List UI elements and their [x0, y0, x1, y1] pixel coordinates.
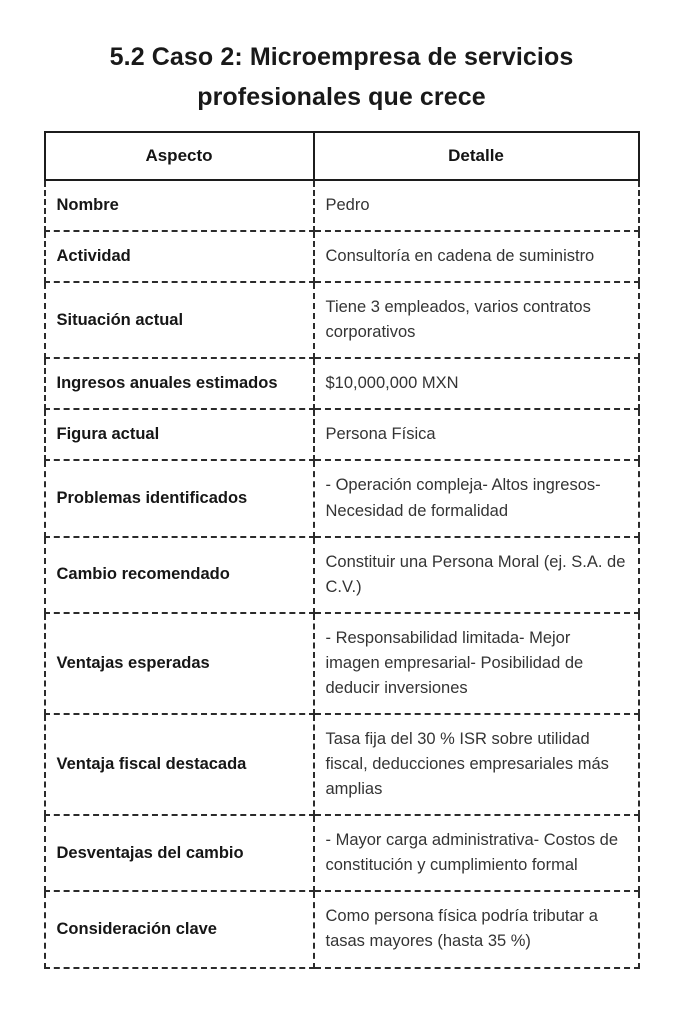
aspect-cell: Figura actual [45, 409, 314, 460]
aspect-cell: Cambio recomendado [45, 537, 314, 613]
case-comparison-table [44, 131, 640, 969]
table-row [45, 714, 639, 815]
aspect-cell: Ventaja fiscal destacada [45, 714, 314, 815]
table-row [45, 460, 639, 536]
table-row [45, 358, 639, 409]
detail-cell: - Operación compleja- Altos ingresos- Necesidad de formalidad [314, 460, 639, 536]
aspect-cell: Ingresos anuales estimados [45, 358, 314, 409]
table-header-row [45, 132, 639, 180]
column-header-detalle: Detalle [314, 132, 639, 180]
detail-cell: Constituir una Persona Moral (ej. S.A. de C.V.) [314, 537, 639, 613]
page-title: 5.2 Caso 2: Microempresa de servicios profesionales que crece [109, 43, 574, 111]
column-header-aspecto: Aspecto [45, 132, 314, 180]
detail-cell: Consultoría en cadena de suministro [314, 231, 639, 282]
detail-cell: Tiene 3 empleados, varios contratos corporativos [314, 282, 639, 358]
detail-cell: Tasa fija del 30 % ISR sobre utilidad fiscal, deducciones empresariales más amplias [314, 714, 639, 815]
detail-cell: $10,000,000 MXN [314, 358, 639, 409]
table-row [45, 815, 639, 891]
table-row [45, 231, 639, 282]
table-row [45, 613, 639, 714]
table-row [45, 537, 639, 613]
aspect-cell: Actividad [45, 231, 314, 282]
aspect-cell: Ventajas esperadas [45, 613, 314, 714]
table-row [45, 180, 639, 231]
table-body [45, 180, 639, 968]
aspect-cell: Desventajas del cambio [45, 815, 314, 891]
detail-cell: Como persona física podría tributar a tasas mayores (hasta 35 %) [314, 891, 639, 967]
table-row [45, 891, 639, 967]
aspect-cell: Problemas identificados [45, 460, 314, 536]
aspect-cell: Nombre [45, 180, 314, 231]
table-row [45, 409, 639, 460]
detail-cell: Persona Física [314, 409, 639, 460]
table-row [45, 282, 639, 358]
detail-cell: Pedro [314, 180, 639, 231]
aspect-cell: Consideración clave [45, 891, 314, 967]
table-header [45, 132, 639, 180]
detail-cell: - Mayor carga administrativa- Costos de constitución y cumplimiento formal [314, 815, 639, 891]
detail-cell: - Responsabilidad limitada- Mejor imagen empresarial- Posibilidad de deducir inversiones [314, 613, 639, 714]
aspect-cell: Situación actual [45, 282, 314, 358]
